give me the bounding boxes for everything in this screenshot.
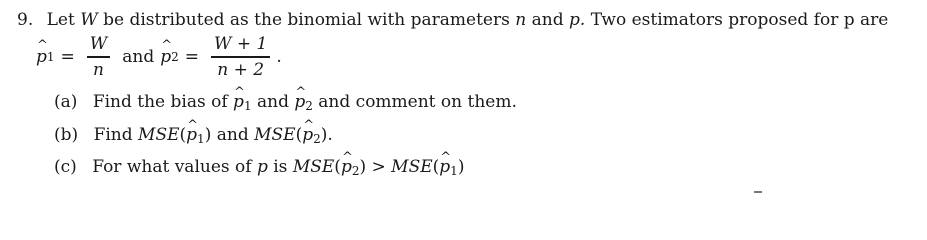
fraction-p1 — [87, 34, 110, 79]
part-c-var-p: p — [256, 157, 268, 177]
part-b-text-2: and — [216, 125, 249, 145]
var-w: W — [80, 10, 98, 30]
part-b-p1-symbol: ^ p — [186, 124, 197, 146]
part-a-p1-symbol: ^ p — [233, 91, 244, 113]
fraction-p1-denominator: n — [93, 59, 104, 80]
part-a-text-3: and comment on them. — [318, 92, 517, 112]
part-c-text-1: For what values of — [92, 157, 252, 177]
question-number: 9. — [17, 10, 34, 30]
fraction-p2-denominator: n + 2 — [217, 59, 265, 80]
var-p: p. — [568, 10, 586, 30]
stray-mark — [754, 191, 762, 193]
equals-sign-1: = — [60, 47, 75, 67]
formula-terminator: . — [276, 47, 282, 67]
fraction-p2-numerator: W + 1 — [214, 34, 268, 55]
question-intro — [17, 9, 888, 31]
part-b-mse-1: MSE — [138, 125, 180, 145]
part-a: (a) Find the bias of ^ $p_1$ and ^ $p_2$ and comment on them. — [54, 91, 517, 113]
formula-and: and — [122, 47, 155, 67]
part-c-p1-symbol: ^ p — [439, 156, 450, 178]
part-c-p2-symbol: ^ p — [341, 156, 352, 178]
intro-text-2: be distributed as the binomial with parameters — [103, 10, 510, 30]
part-b-label: (b) — [54, 125, 79, 145]
equals-sign-2: = — [184, 47, 200, 67]
part-a-p2-symbol: ^ p — [294, 91, 305, 113]
estimator-formulas: ^ p 1 = $\frac{W}{n}$ and ^ p 2 = $\frac{W + 1}{n + 2}$ . — [36, 30, 282, 84]
part-b: (b) Find MSE(^ $p_1$) and MSE(^ $p_2$). — [54, 124, 333, 146]
var-n: n — [515, 10, 527, 30]
part-c-mse-2: MSE — [391, 157, 433, 177]
part-a-text-1: Find the bias of — [92, 92, 228, 112]
part-b-p2-symbol: ^ p — [302, 124, 313, 146]
fraction-p2-bar — [211, 56, 270, 57]
part-b-mse-2: MSE — [254, 125, 296, 145]
fraction-p1-numerator: W — [89, 34, 108, 55]
part-c: (c) For what values of p is MSE(^ $p_2$) > MSE(^ $p_1$) — [54, 156, 464, 178]
part-b-text-1: Find — [93, 125, 133, 145]
p2-hat-symbol: ^ p — [160, 47, 171, 67]
part-a-label: (a) — [54, 92, 78, 112]
part-a-text-2: and — [256, 92, 289, 112]
p1-hat-symbol: ^ p — [36, 47, 47, 67]
part-c-text-2: is — [273, 157, 288, 177]
intro-text-3: Two estimators proposed for p are — [590, 10, 889, 30]
intro-and: and — [531, 10, 564, 30]
intro-text-1: Let — [46, 10, 75, 30]
fraction-p2 — [211, 34, 270, 79]
fraction-p1-bar — [87, 56, 110, 57]
part-c-label: (c) — [54, 157, 77, 177]
part-c-gt: > — [371, 157, 386, 177]
part-c-mse-1: MSE — [292, 157, 335, 177]
